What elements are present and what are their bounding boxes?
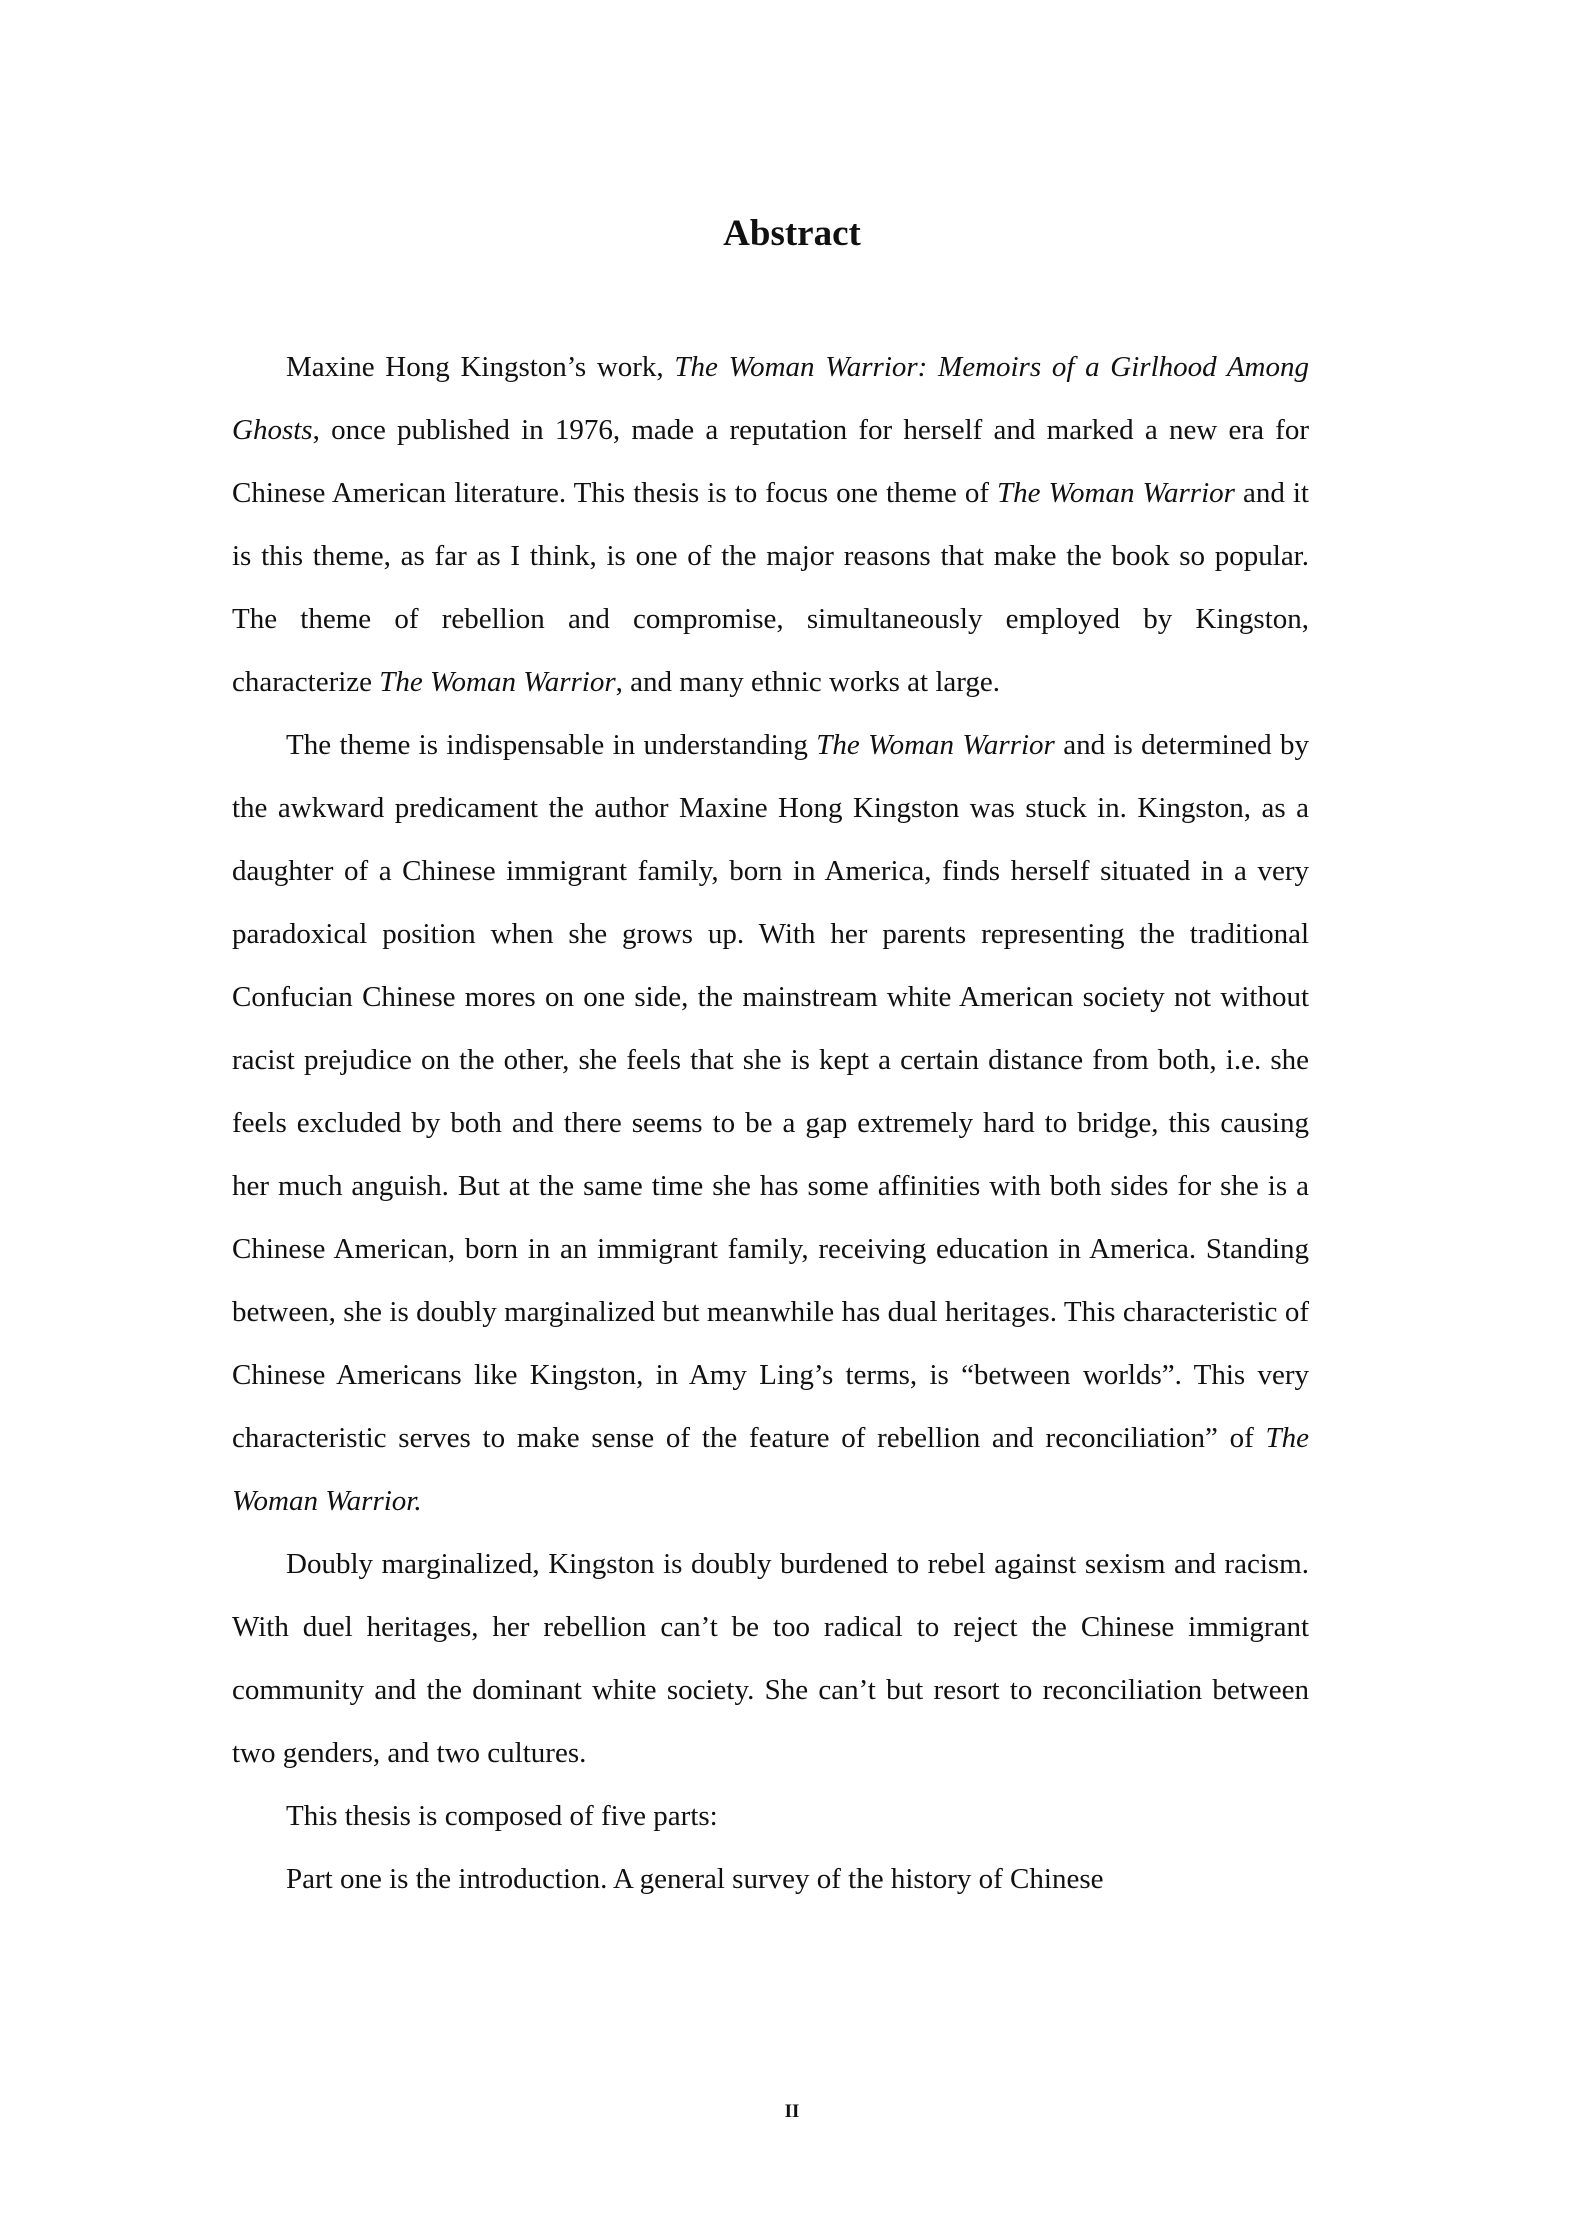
abstract-title: Abstract [723,213,861,254]
paragraph-text: Doubly marginalized, Kingston is doubly burdened to rebel against sexism and racism. With duel heritages, her rebellion can’t be too radical to reject the Chinese immigrant community and the dominant white society. She can’t but resort to reconciliation between two genders, and two cultures. [232,1548,1309,1769]
abstract-paragraph [232,714,1309,1533]
paragraph-text: The theme is indispensable in understanding [286,729,817,761]
page-number: II [784,2101,800,2122]
abstract-body [232,336,1309,1911]
abstract-paragraph [232,1533,1309,1785]
paragraph-text: Part one is the introduction. A general survey of the history of Chinese [286,1863,1104,1895]
paragraph-text: Maxine Hong Kingston’s work, [286,351,675,383]
italic-title-text: The Woman Warrior. [232,1422,1309,1517]
abstract-paragraph [232,1785,1309,1848]
paragraph-text: and is determined by the awkward predicament the author Maxine Hong Kingston was stuck in. Kingston, as a daughter of a Chinese immigrant family, born in America, finds herself situated in a very paradoxical position when she grows up. With her parents representing the traditional Confucian Chinese mores on one side, the mainstream white American society not without racist prejudice on the other, she feels that she is kept a certain distance from both, i.e. she feels excluded by both and there seems to be a gap extremely hard to bridge, this causing her much anguish. But at the same time she has some affinities with both sides for she is a Chinese American, born in an immigrant family, receiving education in America. Standing between, she is doubly marginalized but meanwhile has dual heritages. This characteristic of Chinese Americans like Kingston, in Amy Ling’s terms, is “between worlds”. This very characteristic serves to make sense of the feature of rebellion and reconciliation” of [232,729,1309,1454]
italic-title-text: The Woman Warrior: Memoirs of a Girlhood Among Ghosts [232,351,1309,446]
paragraph-text: This thesis is composed of five parts: [286,1800,718,1832]
italic-title-text: The Woman Warrior [997,477,1235,509]
paragraph-text: , once published in 1976, made a reputation for herself and marked a new era for Chinese American literature. This thesis is to focus one theme of [232,414,1309,509]
paragraph-text: and it is this theme, as far as I think, is one of the major reasons that make the book so popular. The theme of rebellion and compromise, simultaneously employed by Kingston, characterize [232,477,1309,698]
italic-title-text: The Woman Warrior [379,666,616,698]
abstract-paragraph [232,1848,1309,1911]
italic-title-text: The Woman Warrior [816,729,1055,761]
paragraph-text: , and many ethnic works at large. [615,666,1001,698]
abstract-paragraph [232,336,1309,714]
